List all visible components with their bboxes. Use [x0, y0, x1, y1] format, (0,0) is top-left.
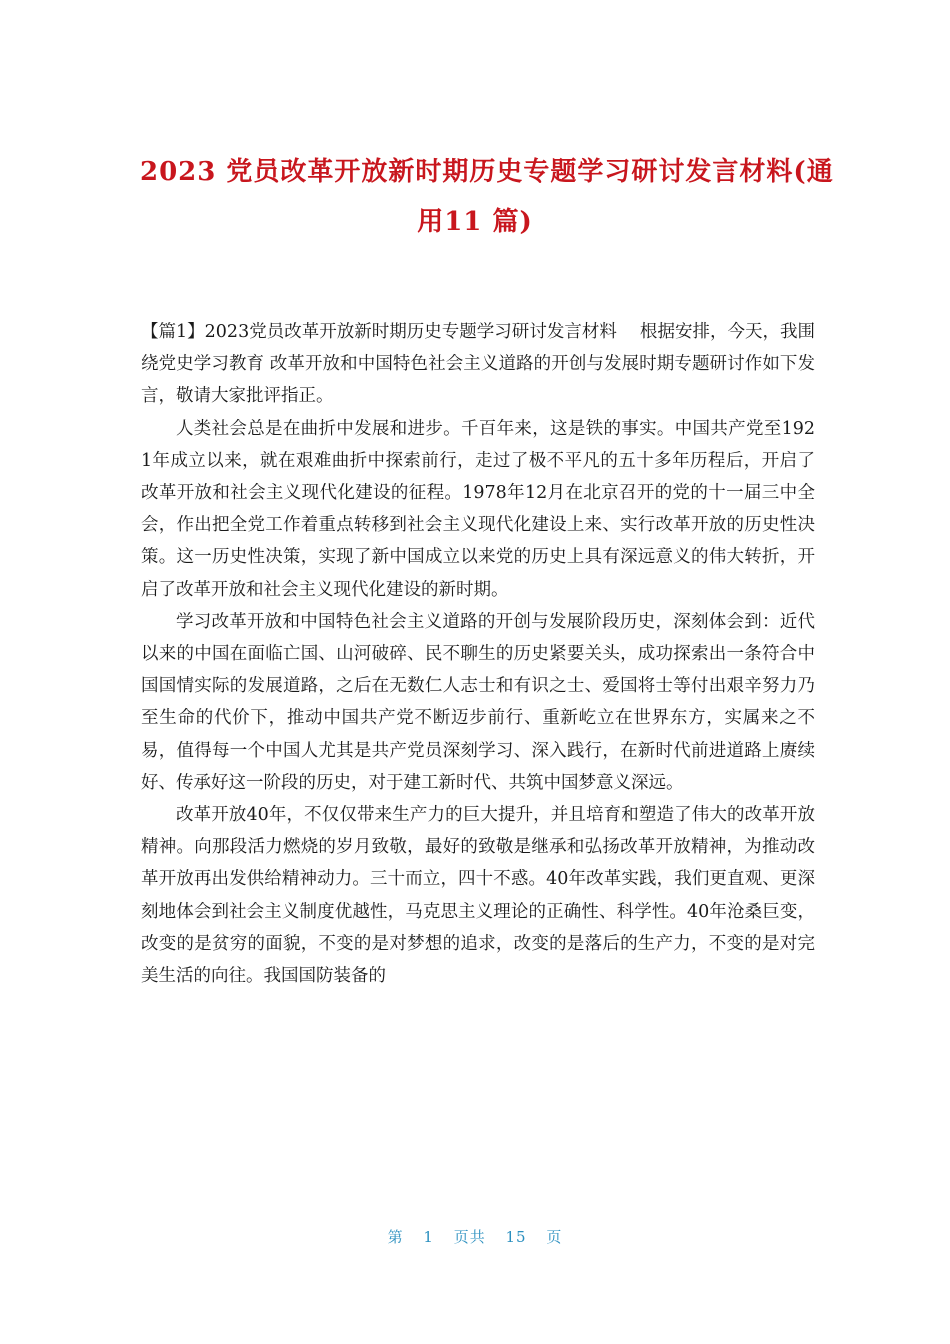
paragraph: 人类社会总是在曲折中发展和进步。千百年来，这是铁的事实。中国共产党至1921年成立以来，就在艰难曲折中探索前行，走过了极不平凡的五十多年历程后，开启了改革开放和社会主义现代化建设的征程。1978年12月在北京召开的党的十一届三中全会，作出把全党工作着重点转移到社会主义现代化建设上来、实行改革开放的历史性决策。这一历史性决策，实现了新中国成立以来党的历史上具有深远意义的伟大转折，开启了改革开放和社会主义现代化建设的新时期。: [141, 418, 815, 600]
page-footer: [0, 1226, 950, 1247]
paragraph: 改革开放40年，不仅仅带来生产力的巨大提升，并且培育和塑造了伟大的改革开放精神。向那段活力燃烧的岁月致敬，最好的致敬是继承和弘扬改革开放精神，为推动改革开放再出发供给精神动力。三十而立，四十不惑。40年改革实践，我们更直观、更深刻地体会到社会主义制度优越性，马克思主义理论的正确性、科学性。40年沧桑巨变，改变的是贫穷的面貌，不变的是对梦想的追求，改变的是落后的生产力，不变的是对完美生活的向往。我国国防装备的: [141, 805, 815, 987]
title-line-2: 用11 篇): [417, 207, 533, 238]
document-body: [141, 316, 815, 992]
document-title: [140, 147, 834, 247]
paragraph: 学习改革开放和中国特色社会主义道路的开创与发展阶段历史，深刻体会到：近代以来的中国在面临亡国、山河破碎、民不聊生的历史紧要关头，成功探索出一条符合中国国情实际的发展道路，之后在无数仁人志士和有识之士、爱国将士等付出艰辛努力乃至生命的代价下，推动中国共产党不断迈步前行、重新屹立在世界东方，实属来之不易，值得每一个中国人尤其是共产党员深刻学习、深入践行，在新时代前进道路上赓续好、传承好这一阶段的历史，对于建工新时代、共筑中国梦意义深远。: [141, 611, 815, 793]
title-line-1: 2023 党员改革开放新时期历史专题学习研讨发言材料(通: [140, 157, 834, 188]
page-number-label: 第 1 页共 15 页: [387, 1228, 563, 1246]
paragraph-intro: 【篇1】2023党员改革开放新时期历史专题学习研讨发言材料 根据安排，今天，我围绕党史学习教育 改革开放和中国特色社会主义道路的开创与发展时期专题研讨作如下发言，敬请大家批评指正。: [141, 322, 815, 407]
